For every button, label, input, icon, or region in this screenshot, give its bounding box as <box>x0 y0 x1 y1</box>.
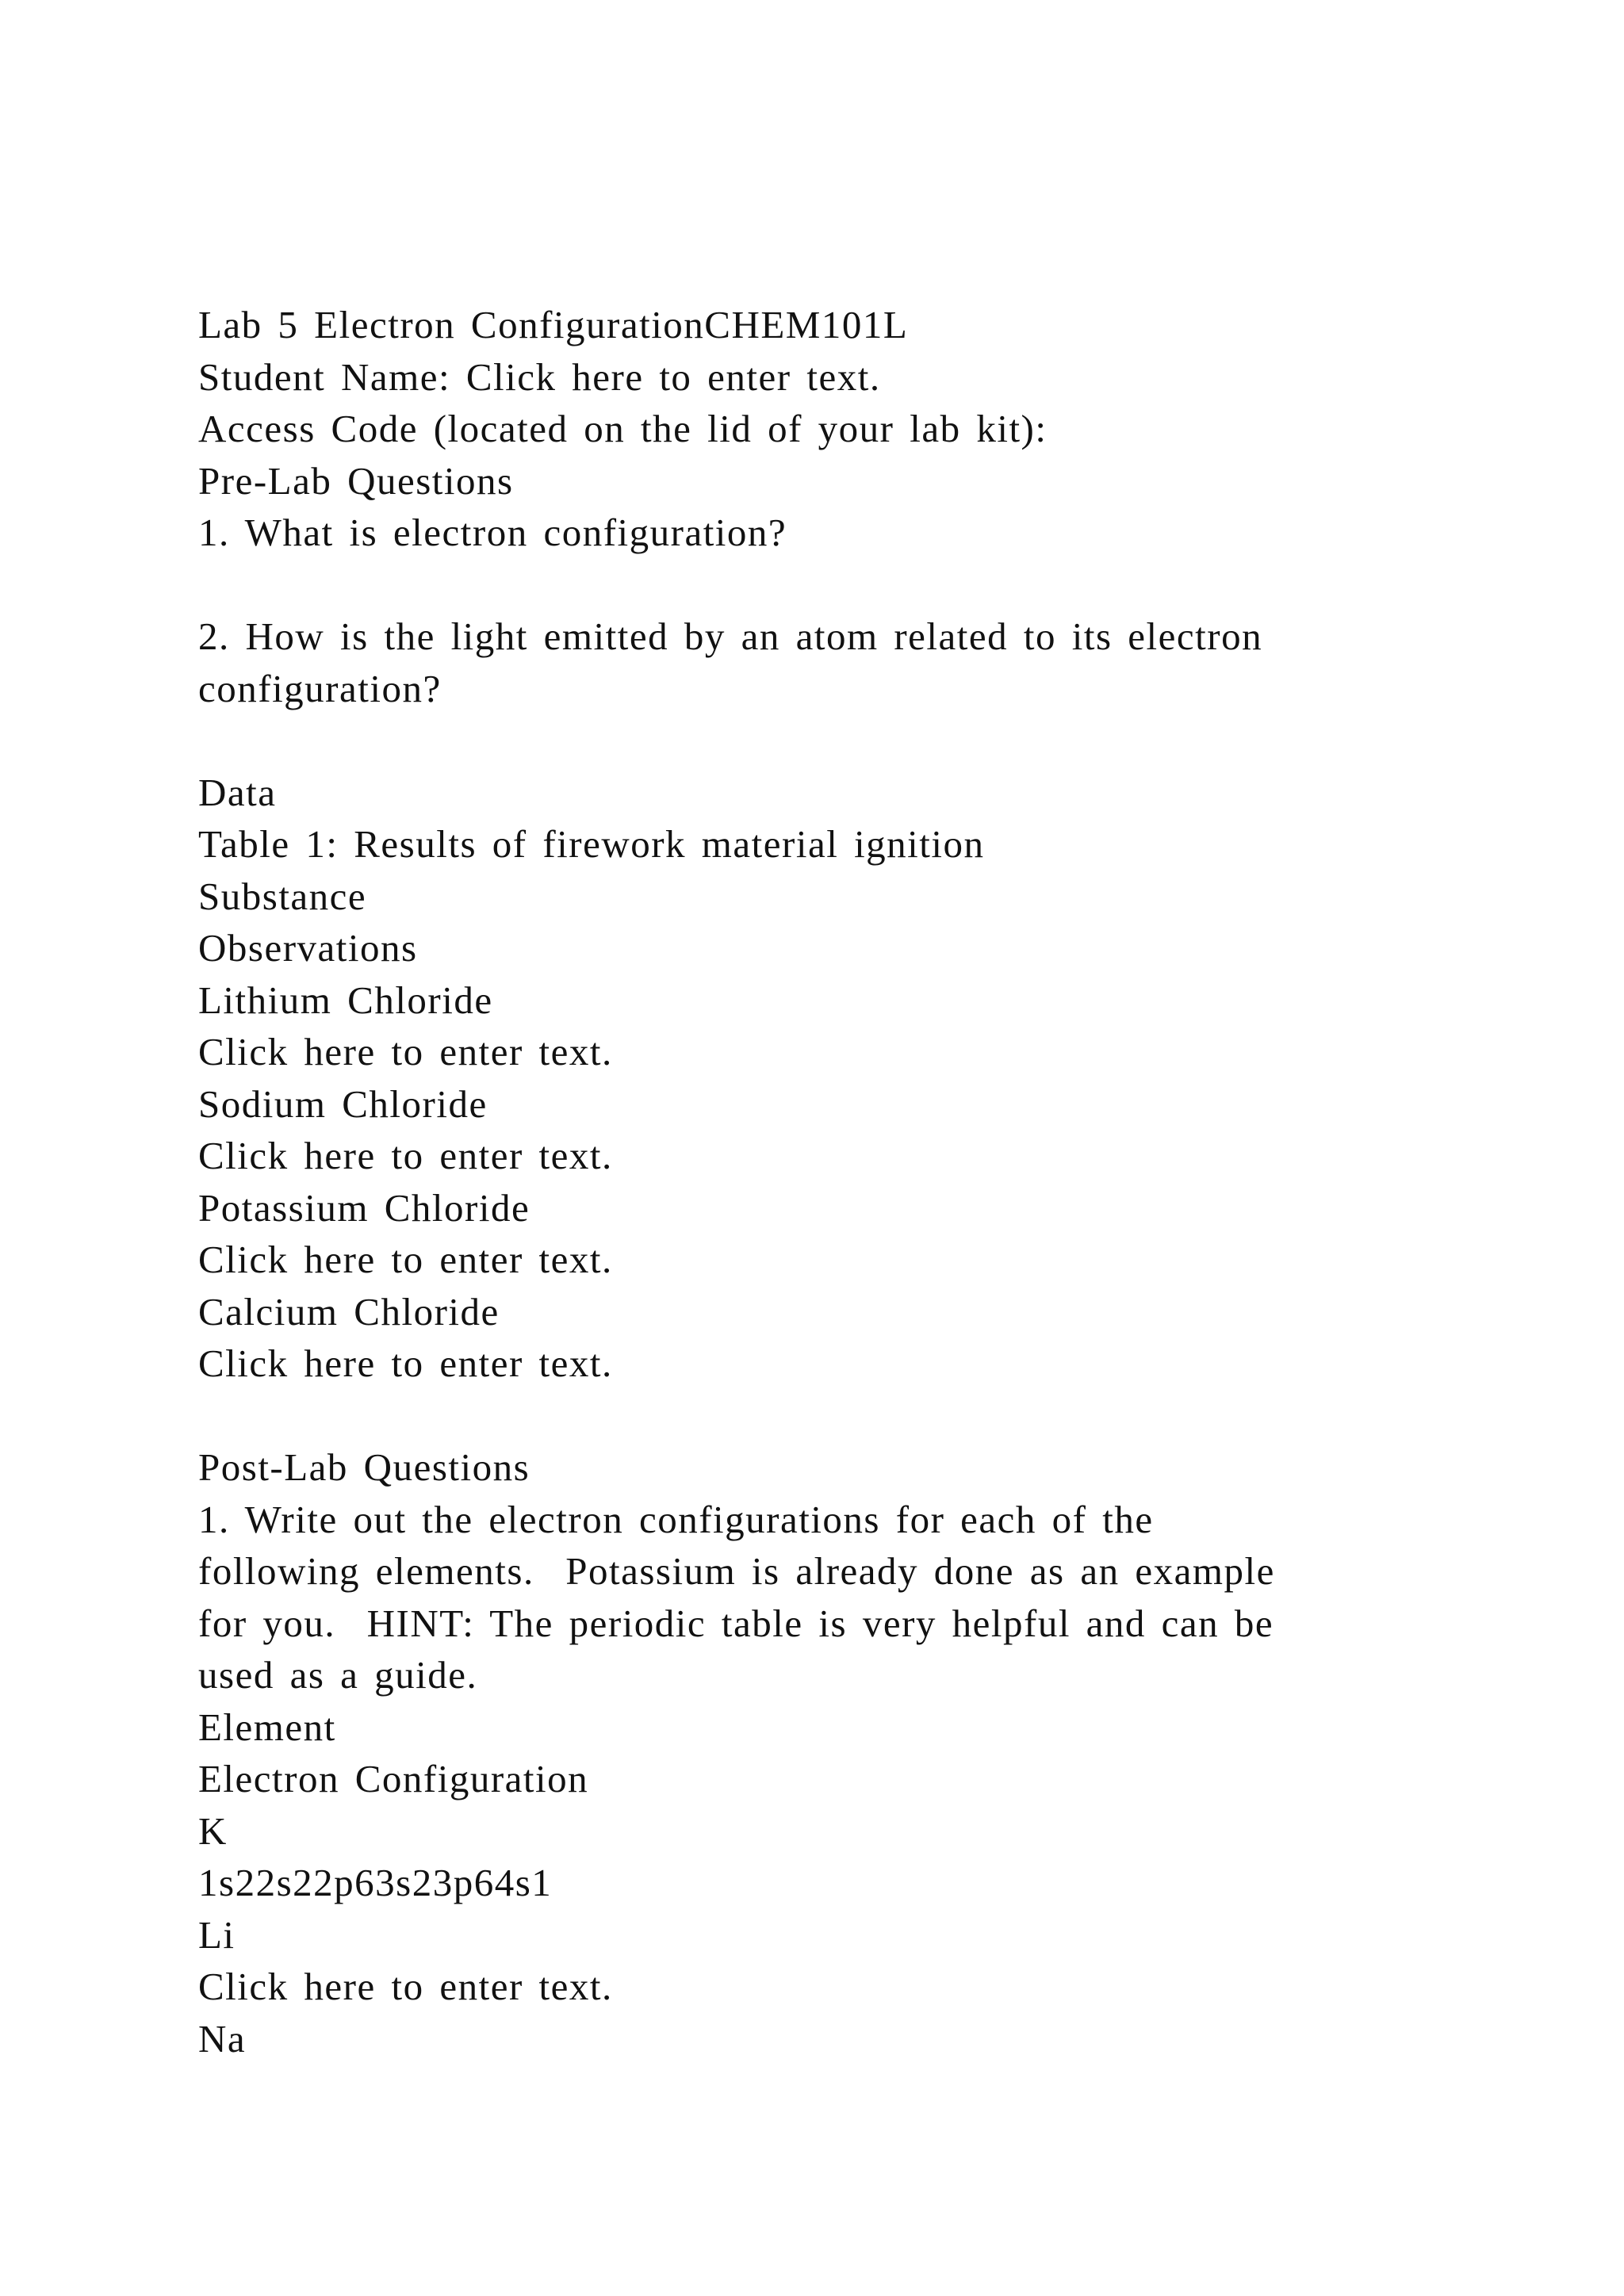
student-name-field[interactable]: Click here to enter text. <box>465 354 881 399</box>
postlab-question-1-line-4: used as a guide. <box>198 1653 478 1697</box>
prelab-question-1: 1. What is electron configuration? <box>198 511 787 554</box>
table-1-substance: Lithium Chloride <box>198 978 493 1022</box>
table-1-substance: Calcium Chloride <box>198 1289 500 1334</box>
table-1-observation-field[interactable]: Click here to enter text. <box>198 1238 613 1281</box>
table-2-element: K <box>198 1808 228 1853</box>
table-2-header-element: Element <box>198 1705 336 1749</box>
table-1-substance: Sodium Chloride <box>198 1081 488 1126</box>
table-1-header-observations: Observations <box>198 926 418 970</box>
table-2-element: Li <box>198 1912 236 1957</box>
document-body <box>198 299 1404 2064</box>
table-1-observation-field[interactable]: Click here to enter text. <box>198 1030 613 1073</box>
table-2-element: Na <box>198 2016 247 2061</box>
table-1-substance: Potassium Chloride <box>198 1185 530 1230</box>
access-code-label: Access Code (located on the lid of your lab kit): <box>198 407 1048 450</box>
table-2-config-value: 1s22s22p63s23p64s1 <box>198 1861 553 1904</box>
table-1-observation-field[interactable]: Click here to enter text. <box>198 1134 613 1177</box>
table-1-observation-field[interactable]: Click here to enter text. <box>198 1341 613 1385</box>
blank-line <box>198 1390 1404 1442</box>
blank-line <box>198 559 1404 611</box>
prelab-question-2-line-2: configuration? <box>198 666 442 710</box>
table-2-header-config: Electron Configuration <box>198 1757 589 1800</box>
postlab-question-1-line-3: for you. HINT: The periodic table is very helpful and can be <box>198 1601 1274 1645</box>
postlab-question-1-line-2: following elements. Potassium is already done as an example <box>198 1549 1275 1593</box>
table-1-caption: Table 1: Results of firework material ignition <box>198 822 985 866</box>
prelab-question-2-line-1: 2. How is the light emitted by an atom related to its electron <box>198 614 1263 658</box>
postlab-question-1-line-1: 1. Write out the electron configurations for each of the <box>198 1497 1154 1541</box>
table-1-header-substance: Substance <box>198 874 367 918</box>
prelab-heading: Pre-Lab Questions <box>198 458 514 503</box>
document-title: Lab 5 Electron ConfigurationCHEM101L <box>198 303 909 346</box>
blank-line <box>198 714 1404 767</box>
table-2-config-field[interactable]: Click here to enter text. <box>198 1965 613 2008</box>
data-heading: Data <box>198 770 277 814</box>
student-name-label: Student Name: <box>198 354 466 399</box>
student-name-row <box>198 351 1404 404</box>
postlab-heading: Post-Lab Questions <box>198 1445 530 1489</box>
